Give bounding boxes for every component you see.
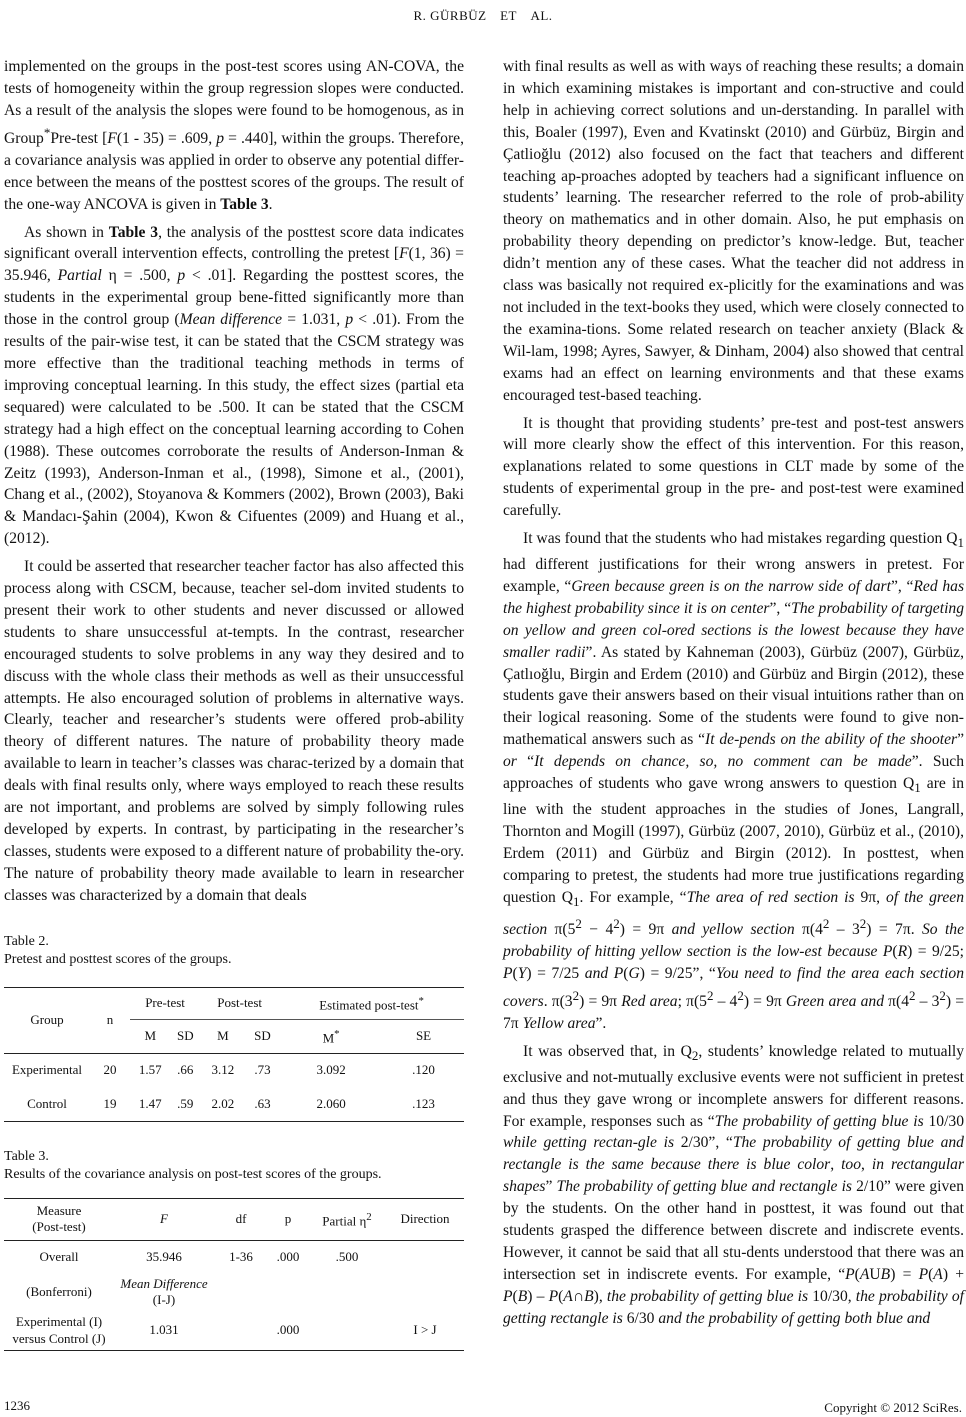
cell: Control (27, 1095, 67, 1111)
cell: Mean Difference (I-J) (120, 1276, 208, 1308)
page-number: 1236 (4, 1398, 30, 1413)
right-column (503, 56, 964, 1336)
cell: 1.47 (138, 1095, 162, 1111)
table2 (4, 987, 464, 1122)
cell: .000 (276, 1321, 300, 1337)
paragraph: It could be asserted that researcher teacher factor has also affected this process along with CSCM, because, teacher sel-dom invited students to present their work to other students and never discussed or allowed students to share unsuccessful at-tempts. In the contrast, researcher encouraged students to solve problems in any way they desired and to discuss with the whole class their methods as well as their unsuccessful attempts. He also encouraged solution of problems in alternative ways. Clearly, teacher and researcher’s students were offered prob-ability theory of different natures. The nature of probability theory made available to learn in teacher’s classes was charac-terized by a domain that deals with final results only, where ways employed to reach these results are not important, and problems are solved by simply following rules developed by experts. In contrast, by participating in the researcher’s classes, students were exposed to a different nature of probability the-ory. The nature of probability theory made available to learn in researcher classes was characterized by a domain that deals (4, 558, 464, 904)
th-measure: Measure (Post-test) (32, 1203, 86, 1235)
cell: 1.031 (149, 1321, 179, 1337)
cell: 2.060 (316, 1095, 346, 1111)
th-sub: SE (415, 1028, 432, 1044)
th-pretest: Pre-test (130, 987, 200, 1019)
cell: .120 (412, 1062, 435, 1078)
paragraph: It was observed that, in $Q_2$, students’ knowledge related to mutually exclusive and not-mutually exclusive events were not sufficient in pretest and thus they gave wrong or incomplete answers for different reasons. For example, responses such as “The probability of getting blue is 10/30 while getting rectan-gle is 2/30”, “The probability of getting blue and rectangle is the same because there is blue color, too, in rectangular shapes” The probability of getting blue and rectangle is 2/10” were given by the students. On the other hand in posttest, it was found out that students grasped the difference between discrete and indiscrete events. However, it cannot be said that all stu-dents understood that there was an intersection set in indiscrete events. For example, “P(AUB) = P(A) + P(B) – P(A∩B), the probability of getting blue is 10/30, the probability of getting rectangle is 6/30 and the probability of getting both blue and (503, 1042, 965, 1327)
cell: .500 (335, 1249, 359, 1265)
cell: 20 (103, 1062, 117, 1078)
table-row (4, 1240, 464, 1274)
cell: 3.12 (211, 1062, 235, 1078)
cell: .000 (276, 1249, 300, 1265)
th-p: p (284, 1211, 292, 1227)
paragraph: It is thought that providing students’ pre-test and post-test answers will more clearly show the effect of this intervention. For this reason, explanations related to some questions in CLT made by some of the students of experimental group in the pre- and post-test were examined carefully. (503, 414, 964, 520)
cell: .73 (254, 1062, 271, 1078)
th-sub: M* (322, 1027, 340, 1045)
table-row (4, 1274, 464, 1310)
cell: 1-36 (229, 1249, 253, 1265)
cell: Experimental (I) versus Control (J) (12, 1313, 106, 1346)
th-f: F (160, 1211, 168, 1227)
cell: 2.02 (211, 1095, 235, 1111)
th-partial: Partial $\eta^2$ (322, 1210, 372, 1228)
th-group: Group (4, 987, 90, 1053)
cell: .123 (412, 1095, 435, 1111)
left-column (4, 56, 464, 1351)
cell: 35.946 (146, 1249, 182, 1265)
table-row (4, 1053, 464, 1087)
cell: (Bonferroni) (26, 1284, 92, 1300)
paragraph: implemented on the groups in the post-test scores using AN-COVA, the tests of homogeneity within the group regression slopes were conducted. As a result of the analysis the slopes were found to be homogenous, as in Group*Pre-test [F(1 - 35) = .609, p = .440], within the groups. Therefore, a covariance analysis was applied in order to observe any potential differ-ence between the means of the posttest scores of the groups. The result of the one-way ANCOVA is given in Table 3. (4, 58, 464, 213)
th-sub: M (217, 1028, 229, 1044)
running-header: R. GÜRBÜZ ET AL. (413, 8, 553, 23)
cell: 19 (103, 1095, 117, 1111)
cell: I > J (413, 1321, 437, 1337)
table2-label: Table 2. (4, 933, 49, 949)
table3 (4, 1198, 464, 1351)
th-posttest: Post-test (200, 987, 279, 1019)
th-sub: SD (176, 1028, 194, 1044)
th-direction: Direction (400, 1211, 450, 1227)
table2-title: Pretest and posttest scores of the groups. (4, 951, 232, 967)
cell (386, 1240, 464, 1274)
table3-caption (4, 1148, 464, 1184)
cell: Experimental (11, 1062, 83, 1078)
cell: .63 (254, 1095, 271, 1111)
th-sub: M (144, 1028, 157, 1044)
th-sub: SD (254, 1028, 271, 1044)
copyright: Copyright © 2012 SciRes. (824, 1400, 962, 1415)
th-estimated: Estimated post-test* (279, 987, 464, 1019)
th-n: n (90, 987, 130, 1053)
cell: 1.57 (138, 1062, 162, 1078)
table3-label: Table 3. (4, 1148, 49, 1164)
cell: Overall (39, 1249, 79, 1265)
table-row (4, 1087, 464, 1121)
paragraph: As shown in Table 3, the analysis of the posttest score data indicates significant overall intervention effects, controlling the pretest [F(1, 36) = 35.946, Partial η = .500, p < .01]. Regarding the posttest scores, the students in the experimental group bene-fitted significantly more than those in the control group (Mean difference = 1.031, p < .01). From the results of the pair-wise test, it can be stated that the CSCM strategy was more effective than the traditional teaching methods in terms of improving conceptual learning. In this study, the effect sizes (partial eta sequared) were calculated to be .500. It can be stated that the CSCM strategy had a high effect on the conceptual learning according to Cohen (1988). These outcomes corroborate the results of Anderson-Inman & Zeitz (1993), Anderson-Inman et al., (1998), Simone et al., (2001), Chang et al., (2002), Stoyanova & Kommers (2002), Brown (2003), Baki & Mandacı-Şahin (2004), Kwon & Cifuentes (2009) and Huang et al., (2012). (4, 223, 464, 548)
cell: .59 (177, 1095, 194, 1111)
table2-caption (4, 933, 464, 969)
cell: 3.092 (316, 1062, 346, 1078)
cell: .66 (177, 1062, 194, 1078)
th-df: df (235, 1211, 247, 1227)
table-row (4, 1310, 464, 1350)
paragraph: with final results as well as with ways of reaching these results; a domain in which examining mistakes is important and con-structive and could help in achieving correct solutions and un-derstanding. In parallel with this, Boaler (1997), Even and Kvatinskt (2010) and Gürbüz, Birgin and Çatlioğlu (2012) also focused on the fact that teachers and different teaching ap-proaches adopted by teachers had a significant influence on students’ learning. The researcher referred to the role of prob-ability theory on mathematics and in other domain. Also, he put emphasis on probability theory depending on predictor’s know-ledge. But, teacher didn’t mention any of these cases. What the teacher did not address in class was basically not required ex-plicitly for the examinations and was not included in the text-books they used, which were closely connected to the examina-tions. Some related research on teacher anxiety (Black & Wil-lam, 1998; Ayres, Sawyer, & Dinham, 2004) also showed that central exams had an effect on learning environments and that these exams encouraged test-based teaching. (503, 58, 964, 404)
table3-title: Results of the covariance analysis on post-test scores of the groups. (4, 1166, 382, 1182)
paragraph: It was found that the students who had mistakes regarding question $Q_1$ had different justifications for their wrong answers in pretest. For example, “Green because green is on the narrow side of dart”, “Red has the highest probability since it is on center”, “The probability of targeting on yellow and green col-ored sections is the lowest because they have smaller radii”. As stated by Kahneman (2003), Gürbüz (2007), Gürbüz, Çatlıoğlu, Birgin and Erdem (2010) and Gürbüz and Birgin (2012), these students gave their answers based on their visual intuitions rather than on their logical reasoning. Some of the students were found to give non-mathematical answers such as “It de-pends on the ability of the shooter” or “It depends on chance, so, no comment can be made”. Such approaches of students who gave wrong answers to question $Q_1$ are in line with the student approaches in the studies of Jones, Langrall, Thornton and Mogill (1997), Gürbüz (2007, 2010), Gürbüz et al., (2010), Erdem (2011) and Gürbüz and Birgin (2012). In posttest, when comparing to pretest, the students had more true justifications regarding question $Q_1$. For example, “The area of red section is 9π, of the green section $\pi(5^2 - 4^2) = 9\pi$ and yellow section $\pi(4^2 - 3^2) = 7\pi$. So the probability of hitting yellow section is the low-est because P(R) = 9/25; P(Y) = 7/25 and P(G) = 9/25”, “You need to find the area each section covers. $\pi(3^2) = 9\pi$ Red area; $\pi(5^2 - 4^2) = 9\pi$ Green area and $\pi(4^2 - 3^2) = 7\pi$ Yellow area”. (503, 530, 965, 1032)
